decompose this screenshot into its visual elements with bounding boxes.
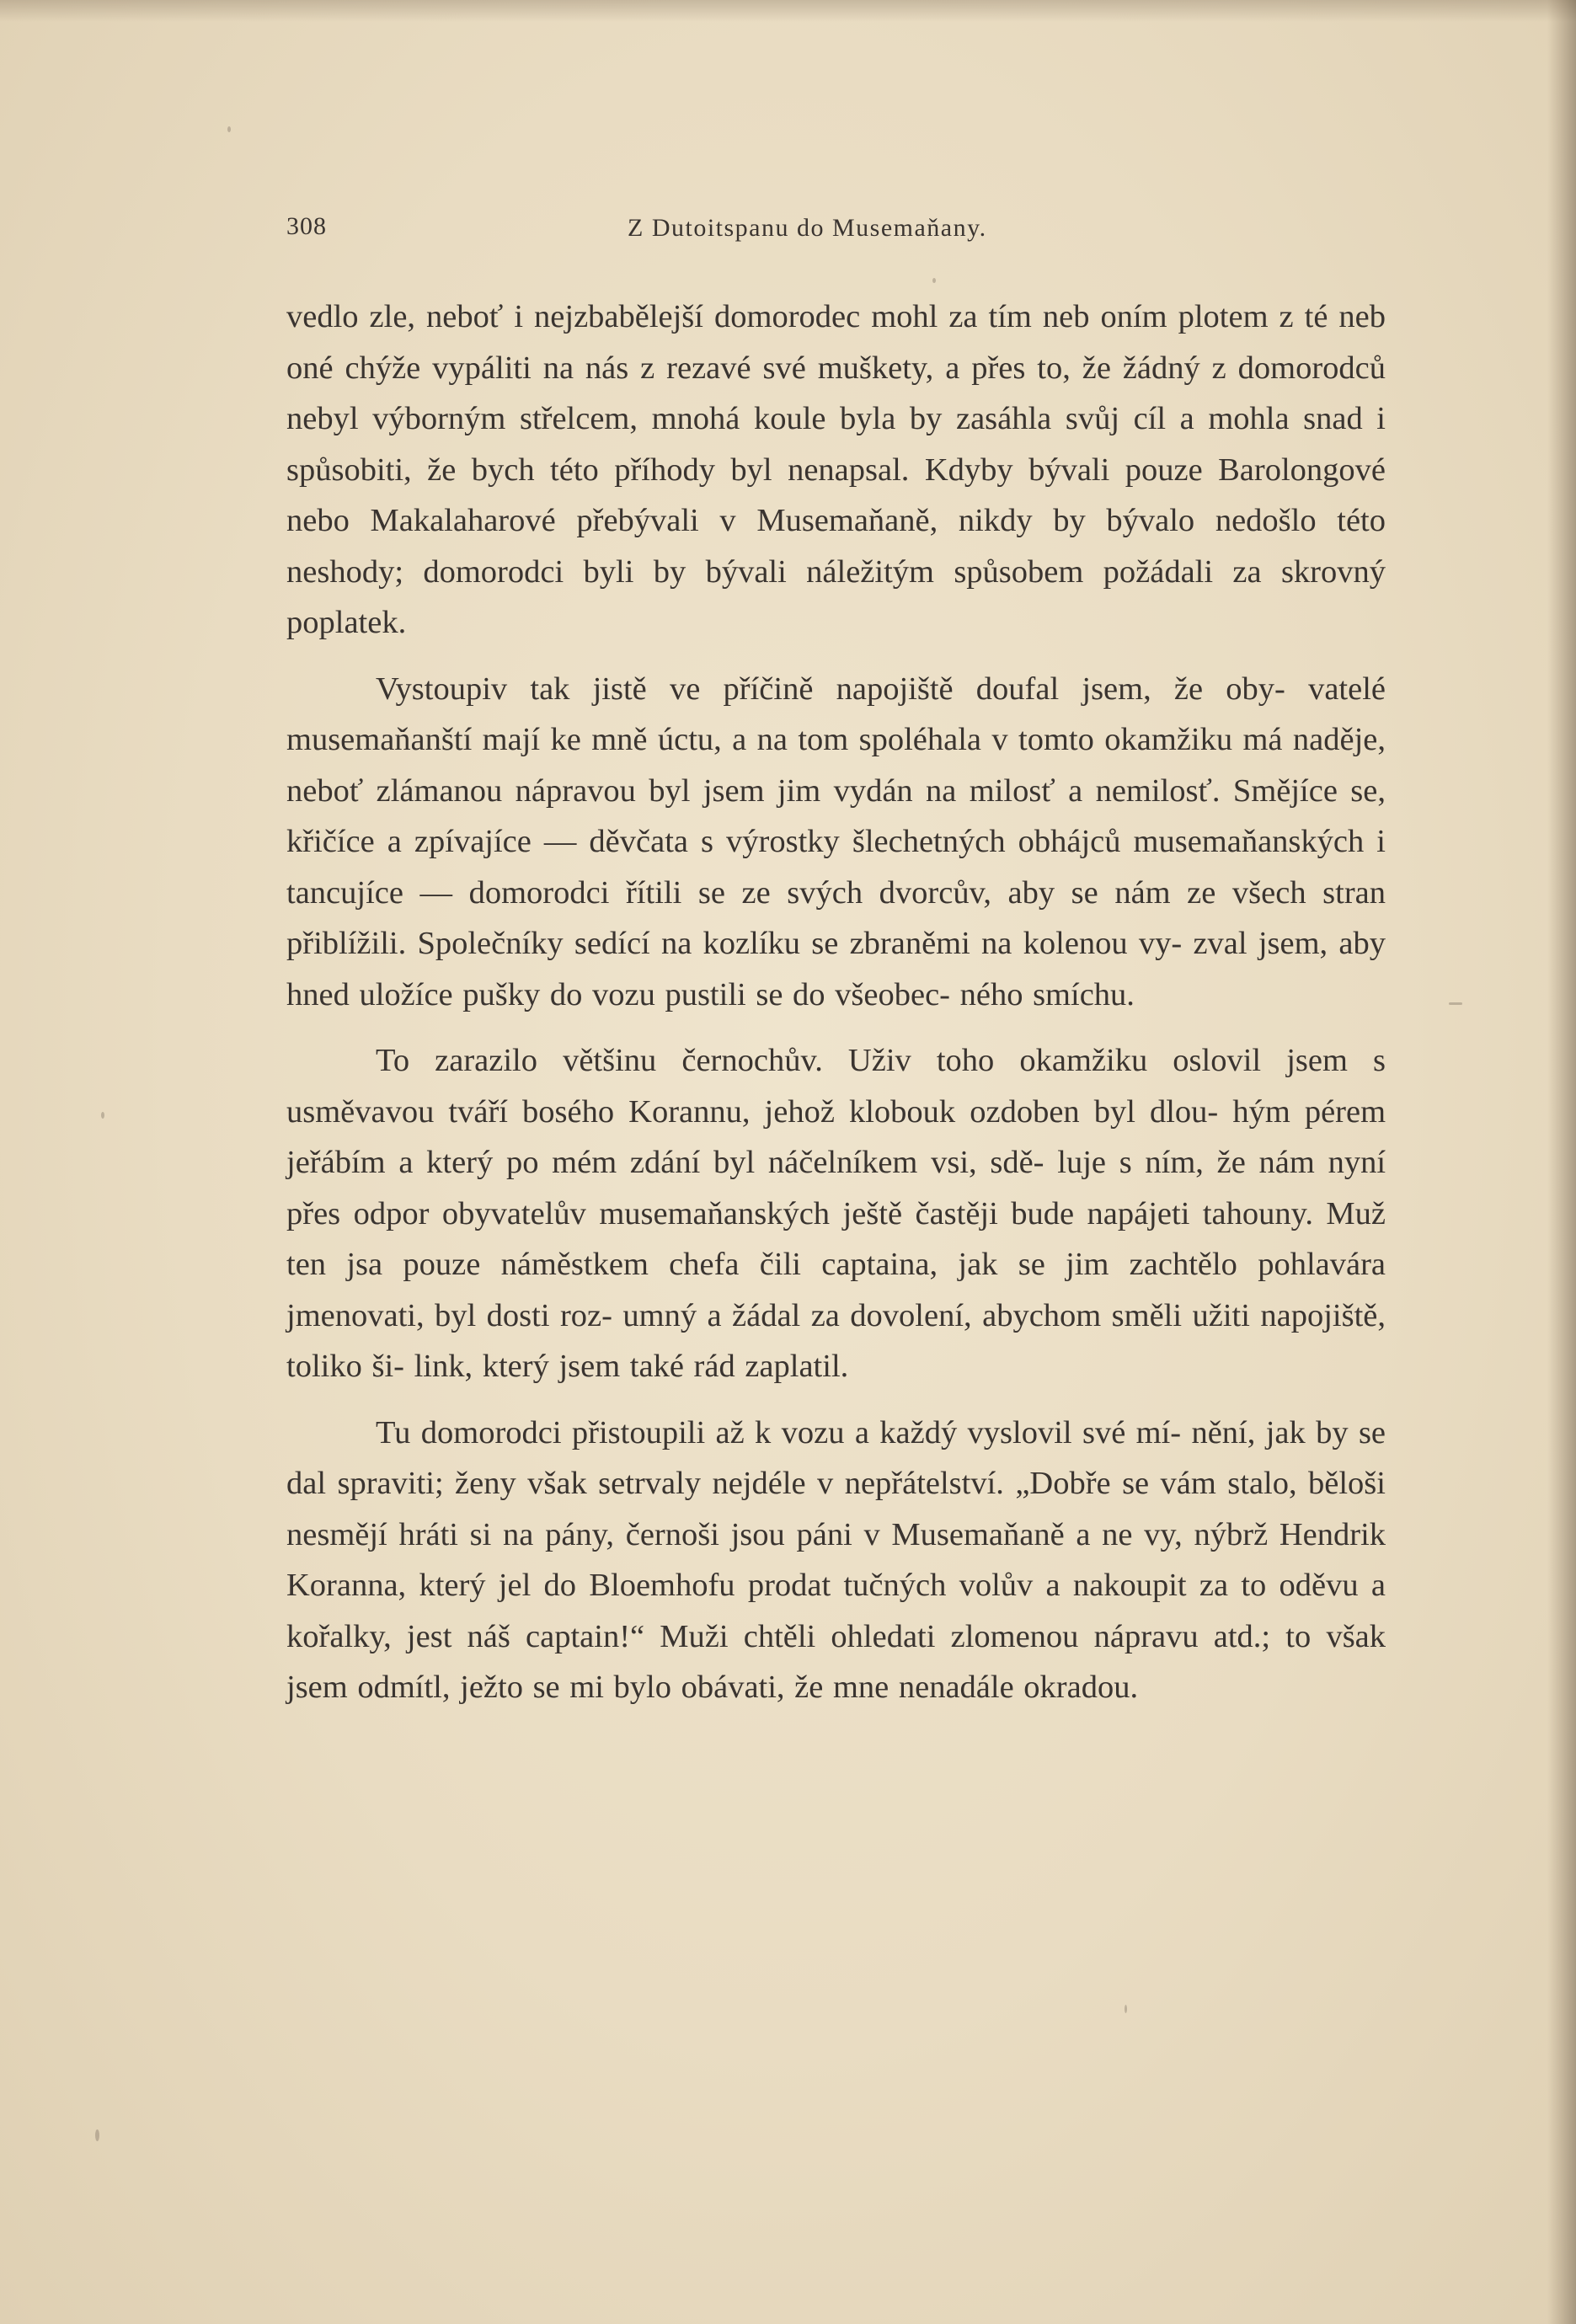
paper-speck [227,126,231,132]
text-line: ného smíchu. [959,976,1135,1012]
paragraph-3 [286,1035,1386,1392]
text-line: s usměvavou tváří bosého Korannu, jehož klobouk ozdoben byl dlou- [286,1043,1386,1130]
text-line: nění, jak by se dal spraviti; ženy však setrvaly nejdéle v nepřátelství. [286,1414,1386,1501]
text-line: plotem z té neb oné chýže vypáliti na nás z rezavé své muškety, [286,299,1386,386]
text-line: vatelé musemaňanští mají ke mně úctu, a na tom spoléhala v tomto [286,670,1386,757]
text-line: hým pérem jeřábím a který po mém zdání byl náčelníkem vsi, sdě- [286,1093,1386,1180]
paper-speck [95,2129,99,2141]
text-line: okamžiku má naděje, neboť zlámanou nápravou byl jsem jim vydán [286,722,1386,809]
paragraph-gap [286,649,1386,664]
text-line: přiblížili. Společníky sedící na kozlíku se zbraněmi na kolenou vy- [286,926,1183,961]
paragraph-1 [286,291,1386,649]
text-line: link, který jsem také rád zaplatil. [414,1349,849,1384]
paragraph-2 [286,664,1386,1021]
page-spine-shadow [1547,0,1576,2324]
text-line: a přes to, že žádný z domorodců nebyl výborným střelcem, mnohá [286,350,1386,436]
body-text [286,291,1386,1713]
text-line: Makalaharové přebývali v Musemaňaně, nikdy by bývalo nedošlo této [370,503,1386,538]
text-line: jest náš captain!“ Muži chtěli ohledati zlomenou nápravu atd.; to [406,1618,1312,1654]
text-line: zval jsem, aby hned uložíce pušky do vozu pustili se do všeobec- [286,926,1386,1012]
text-line: však jsem odmítl, ježto se mi bylo obávati, že mne nenadále okradou. [286,1618,1386,1705]
text-line: „Dobře se vám stalo, běloši nesmějí hráti si na pány, černoši jsou [286,1466,1386,1552]
text-line: na milosť a nemilosť. Smějíce se, křičíce a zpívajíce — děvčata [286,772,1386,859]
paragraph-4 [286,1408,1386,1713]
text-line: častěji bude napájeti tahouny. Muž ten jsa pouze náměstkem chefa [286,1195,1386,1282]
paper-speck [1449,1002,1462,1005]
text-line: umný a žádal za dovolení, abychom směli užiti napojiště, toliko ši- [286,1297,1386,1384]
text-line: Bloemhofu prodat tučných volův a nakoupit za to oděvu a kořalky, [286,1568,1386,1654]
paper-speck [1125,2005,1127,2013]
paragraph-gap [286,1392,1386,1408]
text-line: čili captaina, jak se jim zachtělo pohlavára jmenovati, byl dosti roz- [286,1247,1386,1333]
text-line: Vystoupiv tak jistě ve příčině napojiště doufal jsem, že oby- [376,670,1285,707]
paper-speck [932,278,936,283]
text-line: vedlo zle, neboť i nejzbabělejší domorodec mohl za tím neb oním [286,299,1167,334]
text-line: koule byla by zasáhla svůj cíl a mohla snad i spůsobiti, že bych [286,401,1386,488]
paragraph-gap [286,1020,1386,1035]
text-line: Tu domorodci přistoupili až k vozu a každý vyslovil své mí- [376,1414,1182,1450]
text-line: s výrostky šlechetných obhájců musemaňanských i tancujíce — [286,824,1386,911]
text-line: páni v Musemaňaně a ne vy, nýbrž Hendrik Koranna, který jel do [286,1516,1386,1603]
text-line: neshody; domorodci byli by bývali náležitým spůsobem požádali za [286,553,1262,590]
page-top-edge [0,0,1576,22]
text-line: domorodci řítili se ze svých dvorcův, aby se nám ze všech stran [468,874,1386,911]
running-title: Z Dutoitspanu do Musemaňany. [628,214,987,242]
text-line: To zarazilo většinu černochův. Uživ toho okamžiku oslovil jsem [376,1043,1348,1078]
running-header [286,212,1381,249]
paper-speck [101,1112,104,1119]
text-line: této příhody byl nenapsal. Kdyby bývali pouze Barolongové nebo [286,451,1386,538]
text-line: skrovný poplatek. [286,553,1386,640]
text-line: luje s ním, že nám nyní přes odpor obyvatelův musemaňanských ještě [286,1145,1386,1231]
page-number: 308 [286,212,327,240]
